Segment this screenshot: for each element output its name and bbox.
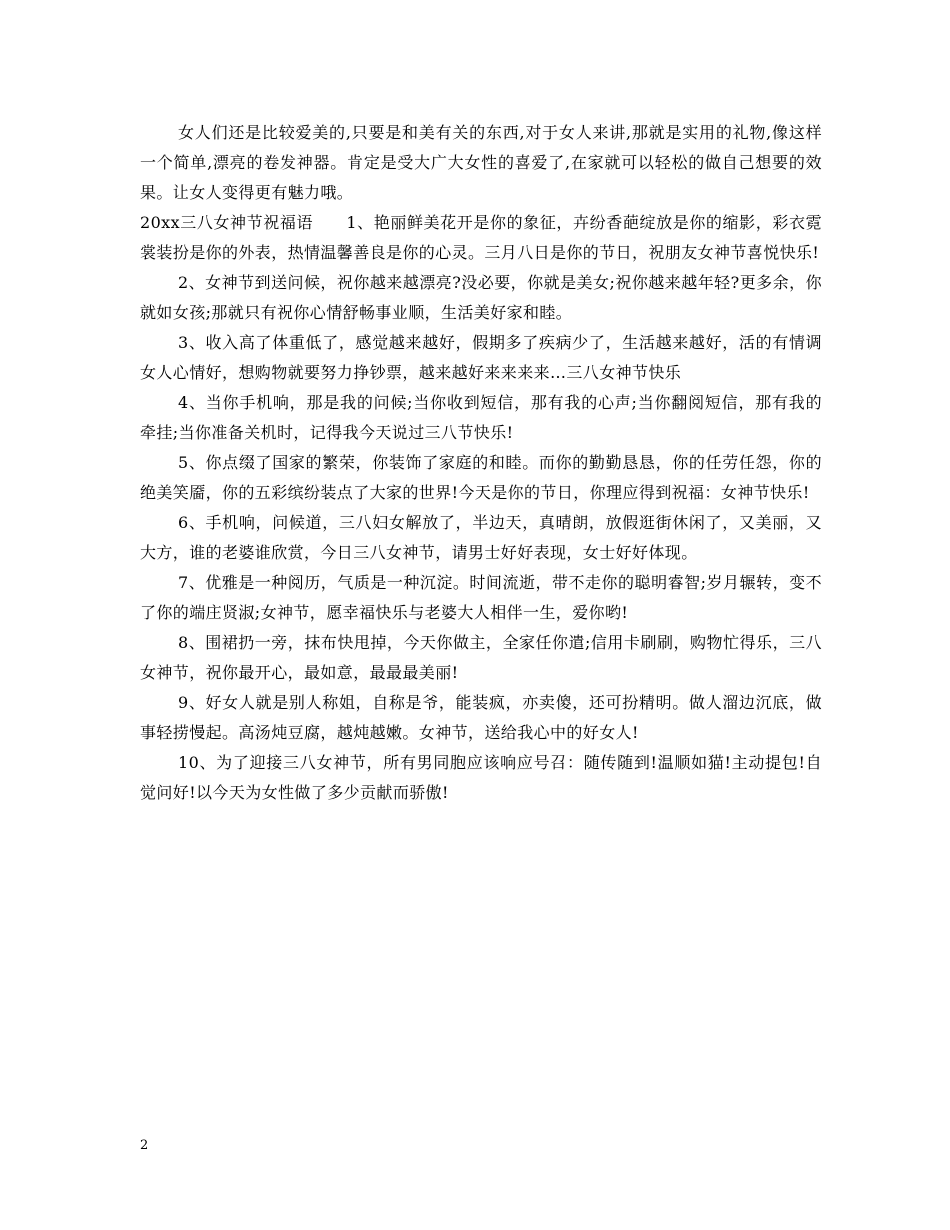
- paragraph-wish-10: 10、为了迎接三八女神节，所有男同胞应该响应号召：随传随到!温顺如猫!主动提包!自觉问好!以今天为女性做了多少贡献而骄傲!: [140, 753, 822, 802]
- document-body: [140, 118, 822, 808]
- page-number: 2: [140, 1138, 149, 1153]
- paragraph-wish-4: 4、当你手机响，那是我的问候;当你收到短信，那有我的心声;当你翻阅短信，那有我的牵挂;当你准备关机时，记得我今天说过三八节快乐!: [140, 393, 822, 442]
- paragraph-wish-5: 5、你点缀了国家的繁荣，你装饰了家庭的和睦。而你的勤勤恳恳，你的任劳任怨，你的绝美笑靥，你的五彩缤纷装点了大家的世界!今天是你的节日，你理应得到祝福：女神节快乐!: [140, 453, 822, 502]
- paragraph-wish-8: 8、围裙扔一旁，抹布快甩掉，今天你做主，全家任你遣;信用卡刷刷，购物忙得乐，三八女神节，祝你最开心，最如意，最最最美丽!: [140, 633, 822, 682]
- paragraph-wish-2: 2、女神节到送问候，祝你越来越漂亮?没必要，你就是美女;祝你越来越年轻?更多余，你就如女孩;那就只有祝你心情舒畅事业顺，生活美好家和睦。: [140, 273, 822, 322]
- paragraph-wish-9: 9、好女人就是别人称姐，自称是爷，能装疯，亦卖傻，还可扮精明。做人溜边沉底，做事轻捞慢起。高汤炖豆腐，越炖越嫩。女神节，送给我心中的好女人!: [140, 693, 822, 742]
- paragraph-wish-3: 3、收入高了体重低了，感觉越来越好，假期多了疾病少了，生活越来越好，活的有情调女人心情好，想购物就要努力挣钞票，越来越好来来来来…三八女神节快乐: [140, 333, 822, 382]
- paragraph-wish-6: 6、手机响，问候道，三八妇女解放了，半边天，真晴朗，放假逛街休闲了，又美丽，又大方，谁的老婆谁欣赏，今日三八女神节，请男士好好表现，女士好好体现。: [140, 513, 822, 562]
- paragraph-title-and-wish-1: 20xx三八女神节祝福语 1、艳丽鲜美花开是你的象征，卉纷香葩绽放是你的缩影，彩衣霓裳装扮是你的外表，热情温馨善良是你的心灵。三月八日是你的节日，祝朋友女神节喜悦快乐!: [140, 213, 822, 262]
- paragraph-wish-7: 7、优雅是一种阅历，气质是一种沉淀。时间流逝，带不走你的聪明睿智;岁月辗转，变不了你的端庄贤淑;女神节，愿幸福快乐与老婆大人相伴一生，爱你哟!: [140, 573, 822, 622]
- paragraph-intro: 女人们还是比较爱美的,只要是和美有关的东西,对于女人来讲,那就是实用的礼物,像这样一个简单,漂亮的卷发神器。肯定是受大广大女性的喜爱了,在家就可以轻松的做自己想要的效果。让女人变得更有魅力哦。: [140, 123, 822, 202]
